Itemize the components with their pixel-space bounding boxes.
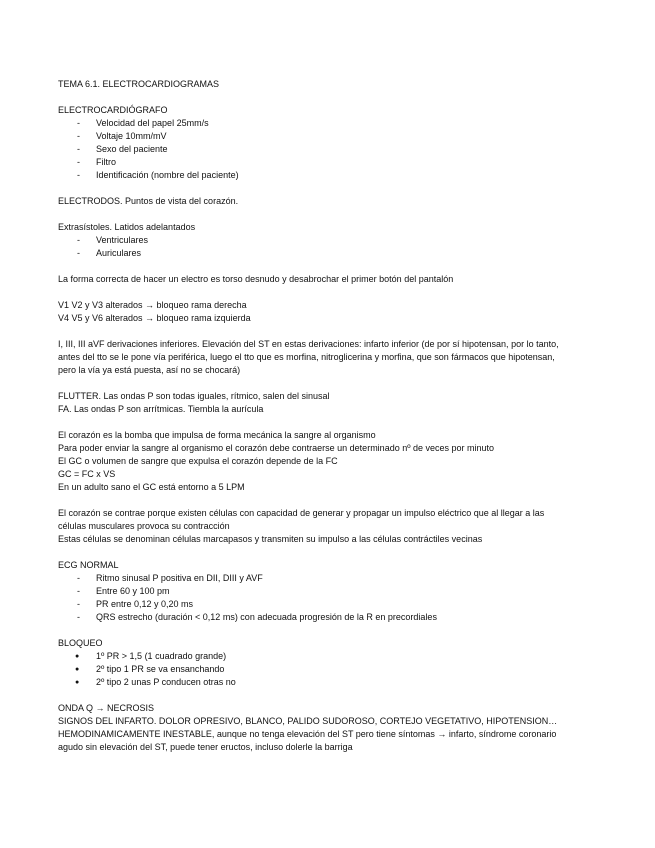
list-item: - Sexo del paciente xyxy=(58,143,598,156)
corazon-line: El GC o volumen de sangre que expulsa el corazón depende de la FC xyxy=(58,456,338,466)
hemodinamica-line: agudo sin elevación del ST, puede tener eructos, incluso dolerle la barriga xyxy=(58,742,353,752)
flutter-line: FLUTTER. Las ondas P son todas iguales, rítmico, salen del sinusal xyxy=(58,391,330,401)
corazon-line: El corazón es la bomba que impulsa de forma mecánica la sangre al organismo xyxy=(58,430,376,440)
ecg-normal-list xyxy=(58,572,598,624)
ecg-normal-heading: ECG NORMAL xyxy=(58,560,119,570)
derivaciones-line: pero la vía ya está puesta, así no se chocará) xyxy=(58,365,241,375)
bloqueo-list xyxy=(58,650,598,689)
list-item: ● 2º tipo 2 unas P conducen otras no xyxy=(58,676,598,689)
document-content xyxy=(58,78,598,754)
hemodinamica-line: HEMODINAMICAMENTE INESTABLE, aunque no tenga elevación del ST pero tiene síntomas → infarto, síndrome coronario xyxy=(58,729,557,739)
contraccion-line: células musculares provoca su contracción xyxy=(58,521,230,531)
list-item: ● 1º PR > 1,5 (1 cuadrado grande) xyxy=(58,650,598,663)
list-item: - Voltaje 10mm/mV xyxy=(58,130,598,143)
list-item: - Entre 60 y 100 pm xyxy=(58,585,598,598)
contraccion-line: Estas células se denominan células marcapasos y transmiten su impulso a las células contráctiles vecinas xyxy=(58,534,483,544)
bloqueo-heading: BLOQUEO xyxy=(58,638,103,648)
corazon-line: Para poder enviar la sangre al organismo el corazón debe contraerse un determinado nº de veces por minuto xyxy=(58,443,495,453)
list-item: - Ventriculares xyxy=(58,234,598,247)
list-item: - Filtro xyxy=(58,156,598,169)
list-item: - Identificación (nombre del paciente) xyxy=(58,169,598,182)
bloqueo-rama-line: V4 V5 y V6 alterados → bloqueo rama izquierda xyxy=(58,313,251,323)
contraccion-line: El corazón se contrae porque existen células con capacidad de generar y propagar un impulso eléctrico que al llegar a las xyxy=(58,508,545,518)
list-item: - Velocidad del papel 25mm/s xyxy=(58,117,598,130)
document-title: TEMA 6.1. ELECTROCARDIOGRAMAS xyxy=(58,79,220,89)
fa-line: FA. Las ondas P son arrítmicas. Tiembla la aurícula xyxy=(58,404,264,414)
extrasistoles-list xyxy=(58,234,598,260)
list-item: - Ritmo sinusal P positiva en DII, DIII y AVF xyxy=(58,572,598,585)
signos-infarto-line: SIGNOS DEL INFARTO. DOLOR OPRESIVO, BLANCO, PALIDO SUDOROSO, CORTEJO VEGETATIVO, HIPOTENSION… xyxy=(58,716,558,726)
extrasistoles-heading: Extrasístoles. Latidos adelantados xyxy=(58,222,196,232)
electrocardiografo-list xyxy=(58,117,598,182)
derivaciones-line: I, III, III aVF derivaciones inferiores. Elevación del ST en estas derivaciones: infarto inferior (de por sí hipotensan, por lo tanto, xyxy=(58,339,559,349)
list-item: - PR entre 0,12 y 0,20 ms xyxy=(58,598,598,611)
bloqueo-rama-line: V1 V2 y V3 alterados → bloqueo rama derecha xyxy=(58,300,247,310)
forma-correcta-paragraph: La forma correcta de hacer un electro es torso desnudo y desabrochar el primer botón del pantalón xyxy=(58,274,454,284)
electrodos-paragraph: ELECTRODOS. Puntos de vista del corazón. xyxy=(58,196,239,206)
corazon-line: En un adulto sano el GC está entorno a 5 LPM xyxy=(58,482,245,492)
electrocardiografo-heading: ELECTROCARDIÓGRAFO xyxy=(58,105,168,115)
derivaciones-line: antes del tto se le pone vía periférica, luego el tto que es morfina, nitroglicerina y morfina, que son fármacos que hipotensan, xyxy=(58,352,555,362)
list-item: - Auriculares xyxy=(58,247,598,260)
list-item: ● 2º tipo 1 PR se va ensanchando xyxy=(58,663,598,676)
corazon-line: GC = FC x VS xyxy=(58,469,116,479)
list-item: - QRS estrecho (duración < 0,12 ms) con adecuada progresión de la R en precordiales xyxy=(58,611,598,624)
onda-q-line: ONDA Q → NECROSIS xyxy=(58,703,155,713)
